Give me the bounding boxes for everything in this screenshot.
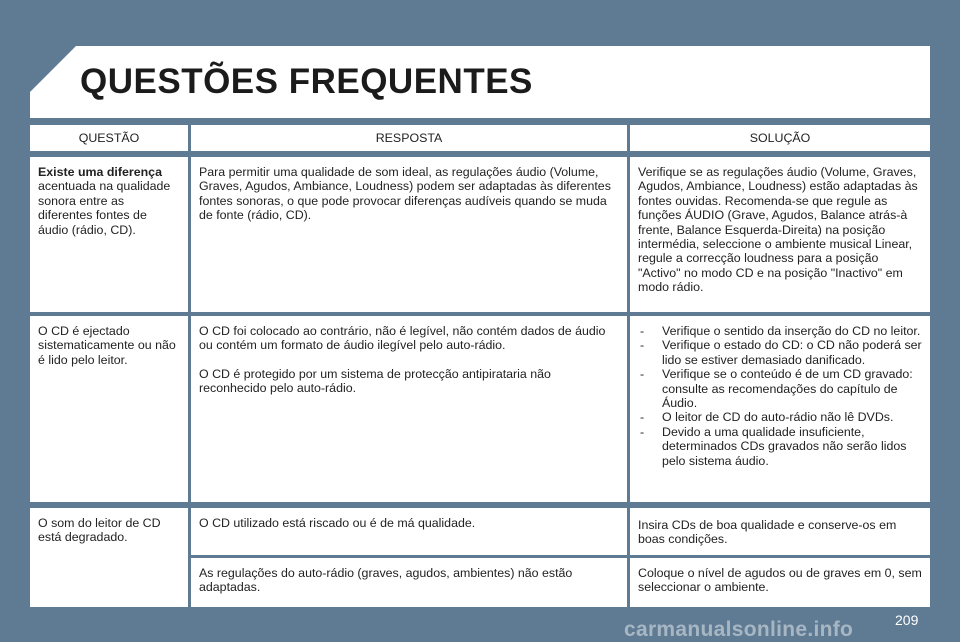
watermark: carmanualsonline.info: [624, 618, 854, 641]
row3a-answer-text: O CD utilizado está riscado ou é de má qualidade.: [199, 516, 476, 530]
row3b-solution-text: Coloque o nível de agudos ou de graves em 0, sem seleccionar o ambiente.: [638, 566, 922, 595]
row2-solution: [630, 316, 930, 502]
row3-question: [30, 508, 188, 607]
row2-solution-list: [638, 324, 922, 468]
row2-answer-text-2: O CD é protegido por um sistema de protecção antipirataria não reconhecido pelo auto-rádio.: [199, 366, 551, 396]
row3a-solution: [630, 508, 930, 555]
row3a-solution-text: Insira CDs de boa qualidade e conserve-os em boas condições.: [638, 518, 897, 547]
row2-answer: [191, 316, 627, 502]
list-item: - Devido a uma qualidade insuficiente, determinados CDs gravados não serão lidos pelo sistema áudio.: [638, 425, 922, 468]
row1-solution-text: Verifique se as regulações áudio (Volume, Graves, Agudos, Ambiance, Loudness) estão adaptadas às fontes ouvidas. Recomenda-se que regule as funções ÁUDIO (Grave, Agudos, Balance atrás-à frente, Balance Esquerda-Direita) na posição intermédia, seleccione o ambiente musical Linear, regule a correcção loudness para a posição "Activo" no modo CD e na posição "Inactivo" em modo rádio.: [638, 165, 918, 295]
row3b-answer-text: As regulações do auto-rádio (graves, agudos, ambientes) não estão adaptadas.: [199, 566, 573, 595]
list-item: - Verifique o estado do CD: o CD não poderá ser lido se estiver demasiado danificado.: [638, 338, 922, 367]
row3a-answer: [191, 508, 627, 555]
header-solution: SOLUÇÃO: [630, 125, 930, 151]
row1-solution: [630, 157, 930, 312]
row3b-answer: [191, 558, 627, 607]
row1-answer-text: Para permitir uma qualidade de som ideal, as regulações áudio (Volume, Graves, Agudos, Ambiance, Loudness) podem ser adaptadas às diferentes fontes sonoras, o que pode provocar diferenças audíveis quando se muda de fonte (rádio, CD).: [199, 165, 611, 223]
row3-question-text: O som do leitor de CD está degradado.: [38, 516, 161, 545]
list-item: - O leitor de CD do auto-rádio não lê DVDs.: [638, 410, 922, 424]
row2-question-text: O CD é ejectado sistematicamente ou não é lido pelo leitor.: [38, 324, 176, 367]
row2-question: [30, 316, 188, 502]
header-answer: RESPOSTA: [191, 125, 627, 151]
row2-answer-text-1: O CD foi colocado ao contrário, não é legível, não contém dados de áudio ou contém um formato de áudio ilegível pelo auto-rádio.: [199, 324, 606, 353]
row1-question-text: acentuada na qualidade sonora entre as diferentes fontes de áudio (rádio, CD).: [38, 179, 171, 237]
row3b-solution: [630, 558, 930, 607]
row1-question: [30, 157, 188, 312]
list-item: - Verifique o sentido da inserção do CD no leitor.: [638, 324, 922, 338]
page-number: 209: [895, 612, 919, 628]
row1-answer: [191, 157, 627, 312]
list-item: - Verifique se o conteúdo é de um CD gravado: consulte as recomendações do capítulo de Áudio.: [638, 367, 922, 410]
page-title: QUESTÕES FREQUENTES: [80, 62, 533, 101]
row1-question-bold: Existe uma diferença: [38, 165, 162, 179]
header-question: QUESTÃO: [30, 125, 188, 151]
